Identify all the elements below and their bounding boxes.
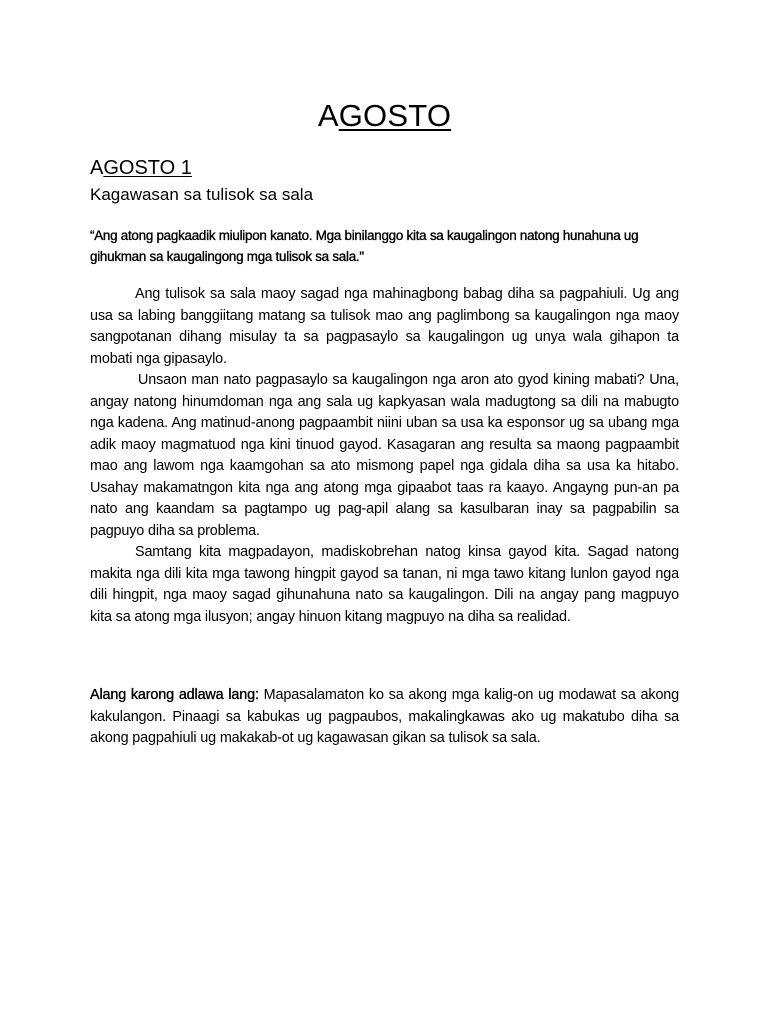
body-paragraph-2: Unsaon man nato pagpasaylo sa kaugalingon nga aron ato gyod kining mabati? Una, angay natong hinumdoman nga ang sala ug kapkyasan wala madugtong sa dili na mabugto nga kadena. Ang matinud-anong pagpaambit niini uban sa usa ka esponsor ug sa ubang mga adik maoy magmatuod nga kini tinuod gayod. Kasagaran ang resulta sa maong pagpaambit mao ang lawom nga kaamgohan sa ato mismong papel nga gidala diha sa usa ka hitabo. Usahay makamatngon kita nga ang atong mga gipaabot taas ra kaayo. Angayng pun-an pa nato ang kaandam sa pagtampo ug pag-apil alang sa kasulbaran inay sa pagpabilin sa pagpuyo diha sa problema.	[90, 372, 679, 539]
daily-affirmation-text: Mapasalamaton ko sa akong mga kalig-on ug modawat sa akong kakulangon. Pinaagi sa kabukas ug pagpaubos, makalingkawas ako ug makatubo diha sa akong pagpahiuli ug makakab-ot ug kagawasan gikan sa tulisok sa sala.	[90, 687, 679, 746]
page-title-first-letter: A	[317, 98, 339, 133]
body-text	[90, 284, 679, 628]
day-heading-underlined: GOSTO 1	[103, 157, 192, 179]
page-title-underlined: GOSTO	[338, 98, 452, 133]
daily-affirmation-label: Alang karong adlawa lang:	[90, 687, 259, 703]
day-heading-first-letter: A	[90, 157, 104, 179]
body-paragraph-3: Samtang kita magpadayon, madiskobrehan natog kinsa gayod kita. Sagad natong makita nga dili kita mga tawong hingpit gayod sa tanan, ni mga tawo kitang lunlon gayod nga dili hingpit, nga maoy sagad gihunahuna nato sa kaugalingon. Dili na angay pang magpuyo kita sa atong mga ilusyon; angay hinuon kitang magpuyo na diha sa realidad.	[90, 544, 679, 625]
reading-subtitle: Kagawasan sa tulisok sa sala	[90, 185, 314, 204]
day-heading	[90, 155, 192, 181]
body-paragraph-1: Ang tulisok sa sala maoy sagad nga mahinagbong babag diha sa pagpahiuli. Ug ang usa sa labing banggiitang matang sa tulisok mao ang paglimbong sa kaugalingon nga maoy sangpotanan dihang misulay ta sa pagpasaylo sa kaugalingon ug unya wala gihapon ta mobati nga gipasaylo.	[90, 286, 679, 367]
opening-quote: “Ang atong pagkaadik miulipon kanato. Mga binilanggo kita sa kaugalingon natong hunahuna ug gihukman sa kaugalingong mga tulisok sa sala."	[90, 228, 639, 264]
daily-affirmation	[90, 685, 679, 750]
page-title	[90, 96, 679, 136]
